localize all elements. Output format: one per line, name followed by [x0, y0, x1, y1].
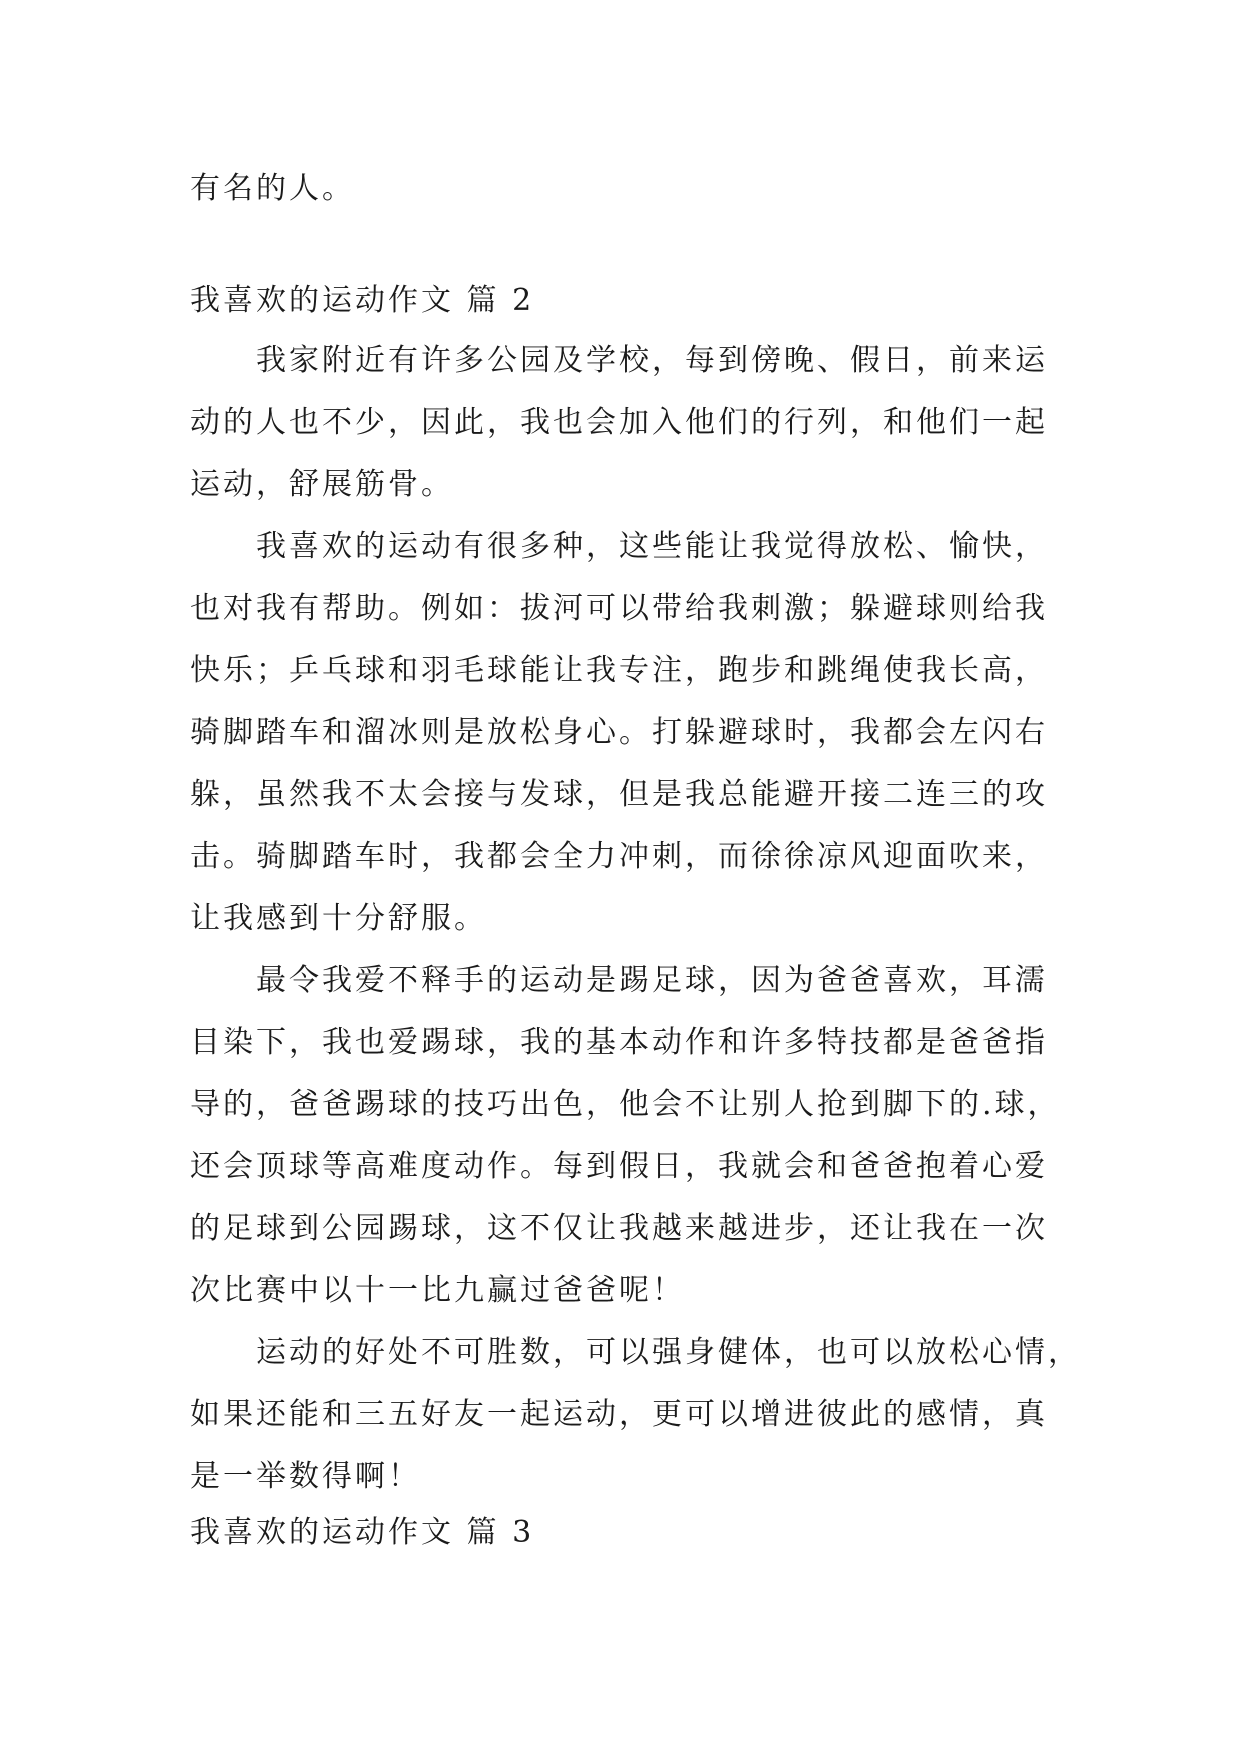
- text-line: 骑脚踏车和溜冰则是放松身心。打躲避球时，我都会左闪右: [190, 715, 1048, 750]
- text-line: 我喜欢的运动有很多种，这些能让我觉得放松、愉快，: [256, 529, 1048, 564]
- text-line: 也对我有帮助。例如：拔河可以带给我刺激；躲避球则给我: [190, 591, 1048, 626]
- text-line: 还会顶球等高难度动作。每到假日，我就会和爸爸抱着心爱: [190, 1149, 1048, 1184]
- text-line: 击。骑脚踏车时，我都会全力冲刺，而徐徐凉风迎面吹来，: [190, 839, 1048, 874]
- text-line: 我家附近有许多公园及学校，每到傍晚、假日，前来运: [256, 343, 1048, 378]
- text-line: 运动的好处不可胜数，可以强身健体，也可以放松心情，: [256, 1335, 1081, 1370]
- paragraph-1: [190, 330, 1081, 516]
- text-line: 快乐；乒乓球和羽毛球能让我专注，跑步和跳绳使我长高，: [190, 653, 1048, 688]
- carryover-line: 有名的人。: [190, 171, 355, 206]
- text-line: 躲，虽然我不太会接与发球，但是我总能避开接二连三的攻: [190, 777, 1048, 812]
- text-line: 最令我爱不释手的运动是踢足球，因为爸爸喜欢，耳濡: [256, 963, 1048, 998]
- text-line: 次比赛中以十一比九赢过爸爸呢！: [190, 1273, 685, 1308]
- paragraph-2: [190, 516, 1081, 950]
- text-line: 让我感到十分舒服。: [190, 901, 487, 936]
- paragraph-4: [190, 1322, 1081, 1508]
- text-line: 运动，舒展筋骨。: [190, 467, 454, 502]
- carryover-text: [190, 158, 355, 220]
- text-line: 如果还能和三五好友一起运动，更可以增进彼此的感情，真: [190, 1397, 1048, 1432]
- section-3-heading: 我喜欢的运动作文 篇 3: [190, 1515, 535, 1550]
- text-line: 是一举数得啊！: [190, 1459, 421, 1494]
- text-line: 目染下，我也爱踢球，我的基本动作和许多特技都是爸爸指: [190, 1025, 1048, 1060]
- text-line: 导的，爸爸踢球的技巧出色，他会不让别人抢到脚下的.球，: [190, 1087, 1061, 1122]
- section-2-heading: 我喜欢的运动作文 篇 2: [190, 283, 535, 318]
- section-2-body: [190, 330, 1081, 1508]
- text-line: 动的人也不少，因此，我也会加入他们的行列，和他们一起: [190, 405, 1048, 440]
- text-line: 的足球到公园踢球，这不仅让我越来越进步，还让我在一次: [190, 1211, 1048, 1246]
- paragraph-3: [190, 950, 1081, 1322]
